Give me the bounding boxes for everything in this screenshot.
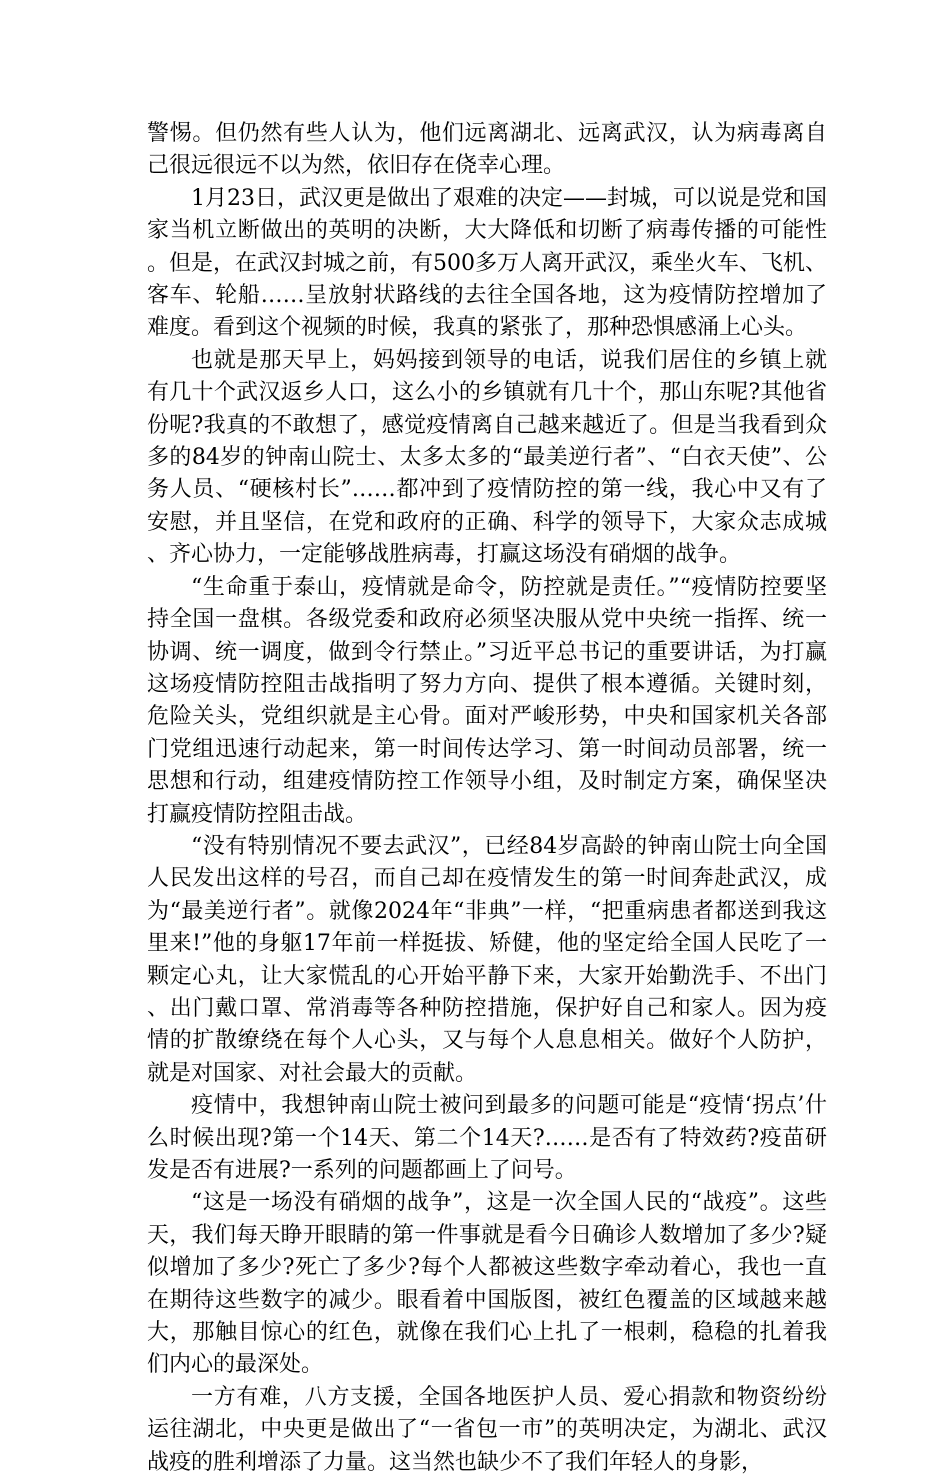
- paragraph-8: 一方有难，八方支援，全国各地医护人员、爱心捐款和物资纷纷运往湖北，中央更是做出了“一省包一市”的英明决定，为湖北、武汉战疫的胜利增添了力量。这当然也缺少不了我们年轻人的身影，: [147, 1384, 827, 1475]
- paragraph-6: 疫情中，我想钟南山院士被问到最多的问题可能是“疫情‘拐点’什么时候出现?第一个14天、第二个14天?……是否有了特效药?疫苗研发是否有进展?一系列的问题都画上了问号。: [147, 1093, 827, 1183]
- paragraph-3: 也就是那天早上，妈妈接到领导的电话，说我们居住的乡镇上就有几十个武汉返乡人口，这么小的乡镇就有几十个，那山东呢?其他省份呢?我真的不敢想了，感觉疫情离自己越来越近了。但是当我看到众多的84岁的钟南山院士、太多太多的“最美逆行者”、“白衣天使”、公务人员、“硬核村长”……都冲到了疫情防控的第一线，我心中又有了安慰，并且坚信，在党和政府的正确、科学的领导下，大家众志成城、齐心协力，一定能够战胜病毒，打赢这场没有硝烟的战争。: [147, 347, 827, 568]
- paragraph-2: 1月23日，武汉更是做出了艰难的决定——封城，可以说是党和国家当机立断做出的英明的决断，大大降低和切断了病毒传播的可能性。但是，在武汉封城之前，有500多万人离开武汉，乘坐火车、飞机、客车、轮船……呈放射状路线的去往全国各地，这为疫情防控增加了难度。看到这个视频的时候，我真的紧张了，那种恐惧感涌上心头。: [147, 185, 827, 341]
- paragraph-5: “没有特别情况不要去武汉”，已经84岁高龄的钟南山院士向全国人民发出这样的号召，而自己却在疫情发生的第一时间奔赴武汉，成为“最美逆行者”。就像2024年“非典”一样，“把重病患者都送到我这里来!”他的身躯17年前一样挺拔、矫健，他的坚定给全国人民吃了一颗定心丸，让大家慌乱的心开始平静下来，大家开始勤洗手、不出门、出门戴口罩、常消毒等各种防控措施，保护好自己和家人。因为疫情的扩散缭绕在每个人心头，又与每个人息息相关。做好个人防护，就是对国家、对社会最大的贡献。: [147, 833, 827, 1086]
- paragraph-1: 警惕。但仍然有些人认为，他们远离湖北、远离武汉，认为病毒离自己很远很远不以为然，依旧存在侥幸心理。: [147, 121, 827, 179]
- paragraph-7: “这是一场没有硝烟的战争”，这是一次全国人民的“战疫”。这些天，我们每天睁开眼睛的第一件事就是看今日确诊人数增加了多少?疑似增加了多少?死亡了多少?每个人都被这些数字牵动着心，我也一直在期待这些数字的减少。眼看着中国版图，被红色覆盖的区域越来越大，那触目惊心的红色，就像在我们心上扎了一根刺，稳稳的扎着我们内心的最深处。: [147, 1190, 827, 1378]
- paragraph-4: “生命重于泰山，疫情就是命令，防控就是责任。”“疫情防控要坚持全国一盘棋。各级党委和政府必须坚决服从党中央统一指挥、统一协调、统一调度，做到令行禁止。”习近平总书记的重要讲话，为打赢这场疫情防控阻击战指明了努力方向、提供了根本遵循。关键时刻，危险关头，党组织就是主心骨。面对严峻形势，中央和国家机关各部门党组迅速行动起来，第一时间传达学习、第一时间动员部署，统一思想和行动，组建疫情防控工作领导小组，及时制定方案，确保坚决打赢疫情防控阻击战。: [147, 574, 827, 827]
- document-page: [147, 118, 827, 1479]
